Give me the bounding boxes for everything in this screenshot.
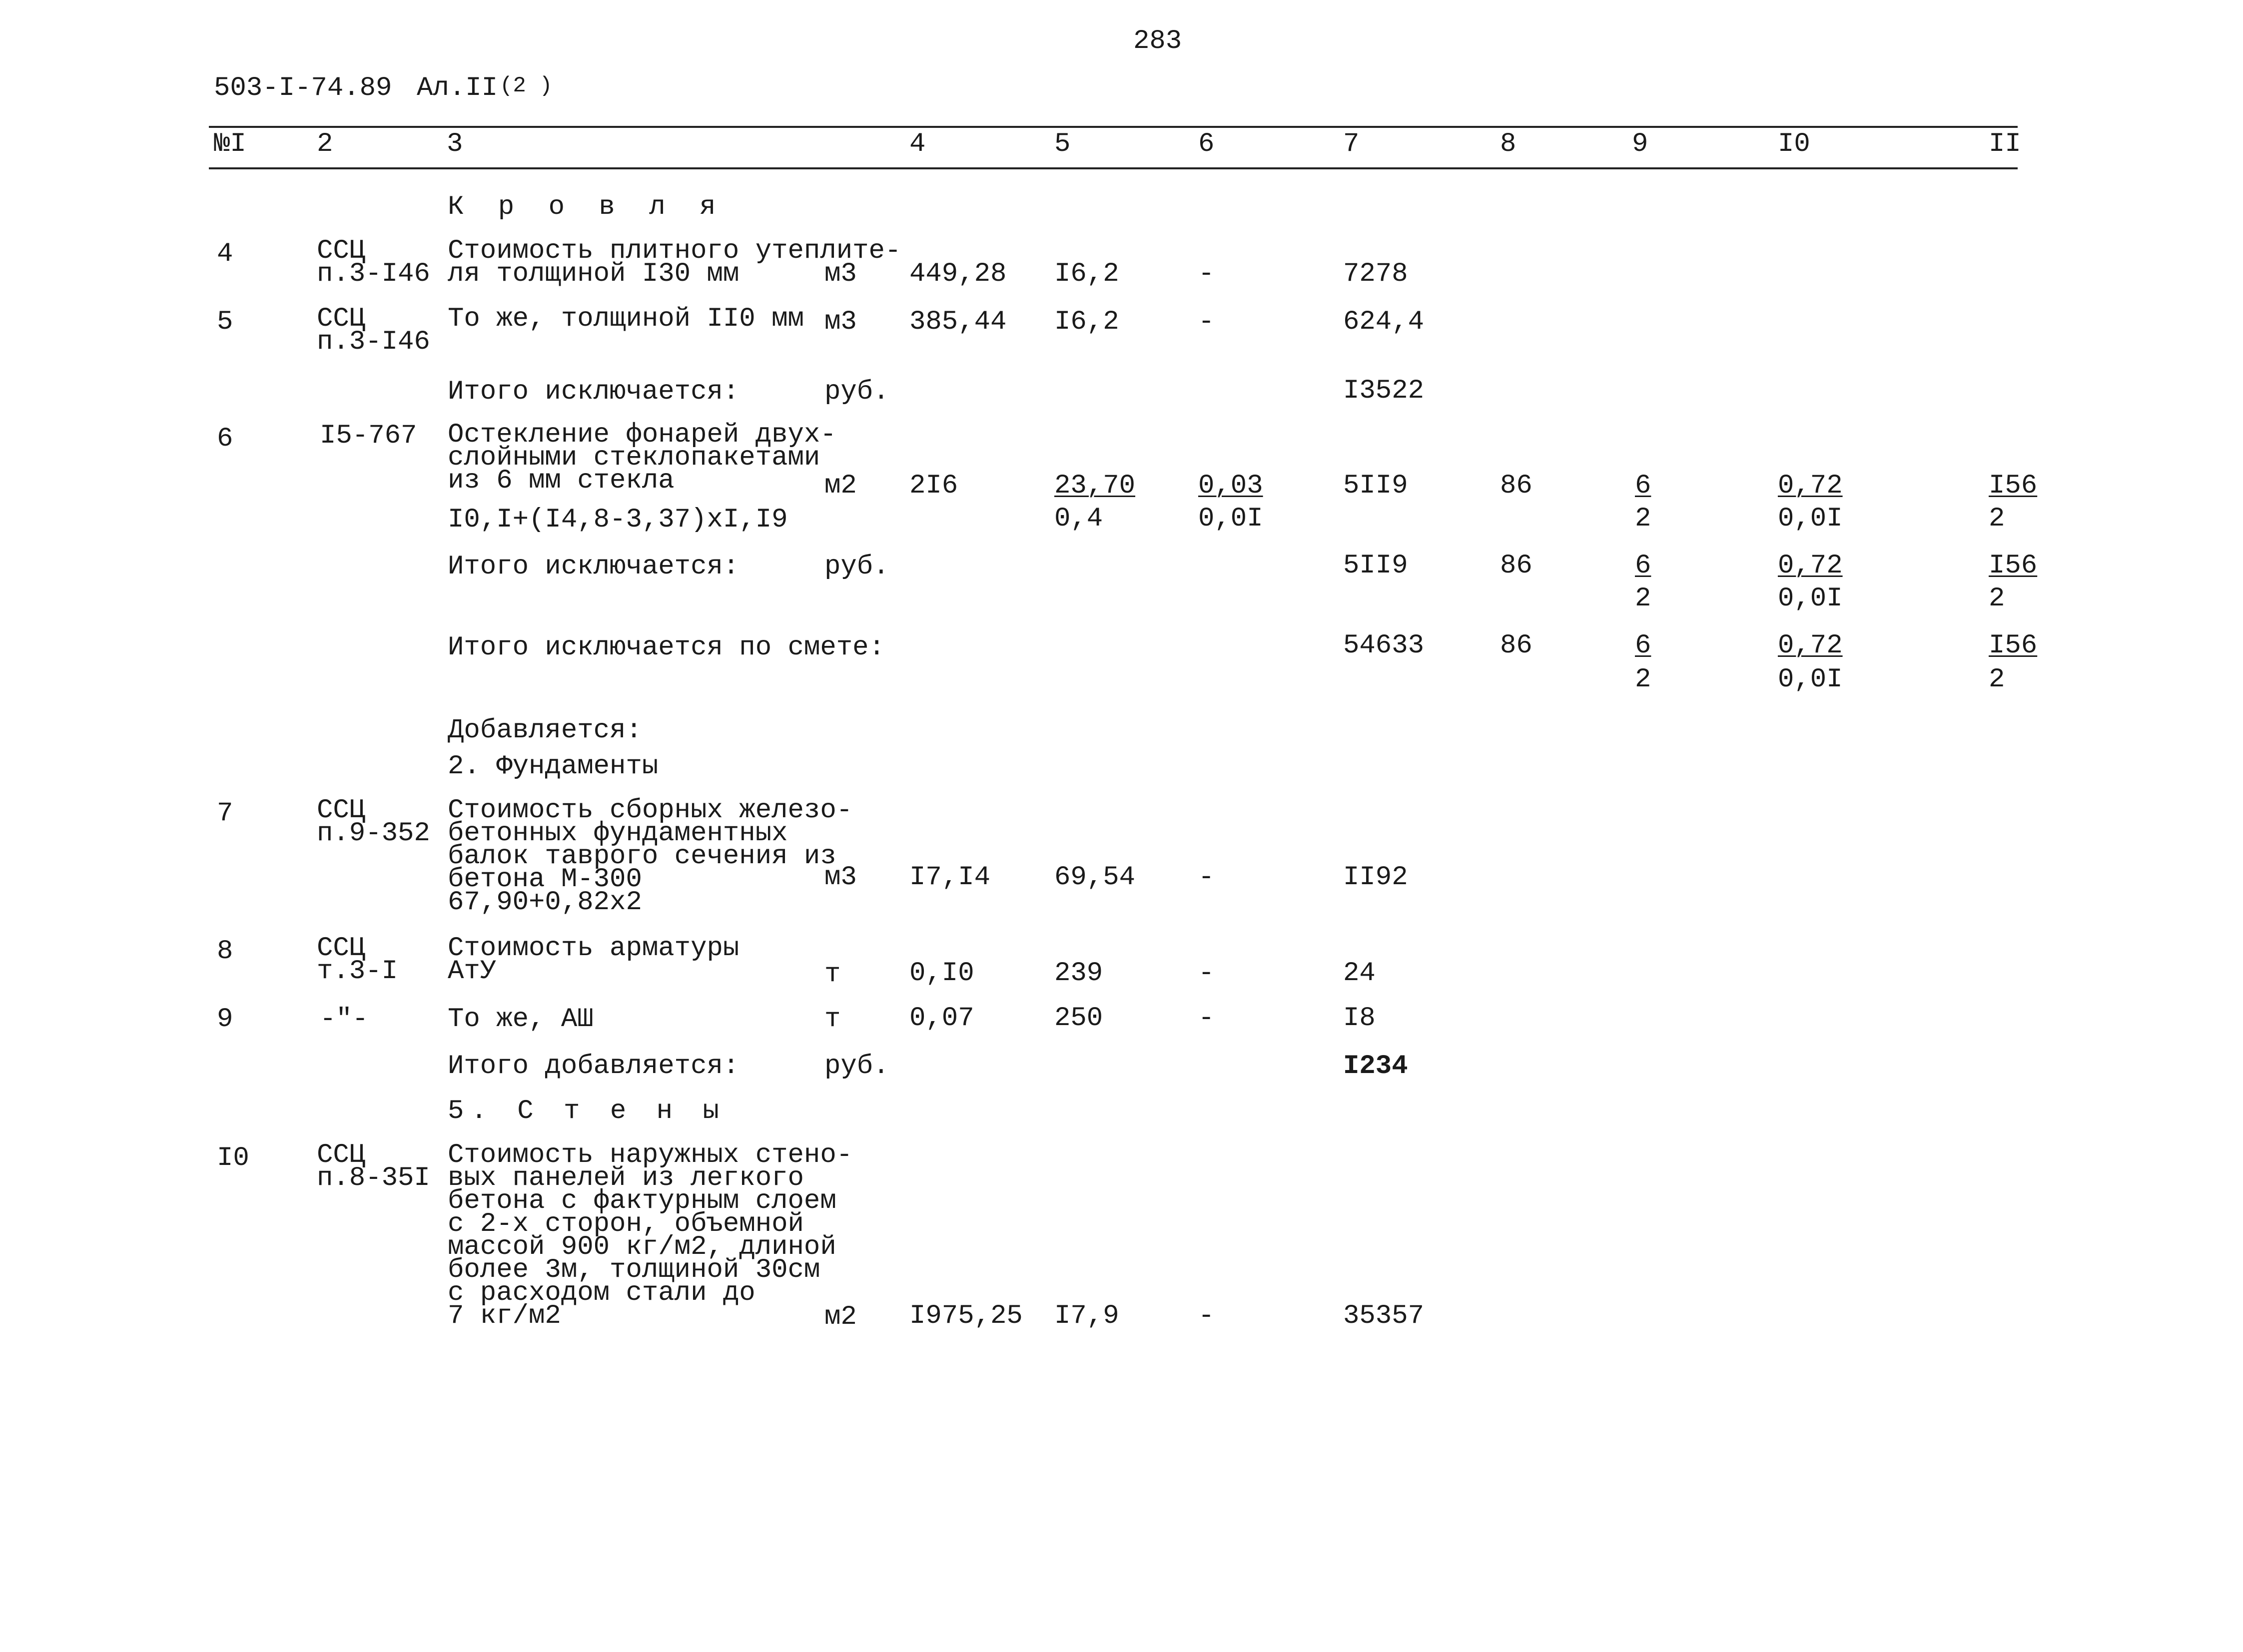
row-col6: - [1198, 862, 1215, 893]
row-total: 24 [1343, 958, 1376, 989]
row-quantity: 0,07 [909, 1003, 974, 1034]
row-unit: м3 [824, 307, 857, 337]
row-col6: - [1198, 1301, 1215, 1331]
column-header: 3 [447, 129, 463, 159]
subtotal-col9-bottom: 2 [1635, 583, 1651, 614]
subtotal-col9-top: 6 [1635, 551, 1651, 581]
row-unit: м2 [824, 1302, 857, 1332]
row-quantity: 385,44 [909, 307, 1007, 337]
row-code: ССЦ п.9-352 [317, 795, 430, 849]
subtotal-label: Итого исключается: [448, 377, 740, 407]
row-unit: т [824, 1004, 841, 1035]
row-number: I0 [217, 1143, 249, 1173]
row-code: ССЦ п.8-35I [317, 1140, 430, 1193]
row-col6: - [1198, 307, 1215, 337]
row-number: 4 [217, 239, 233, 269]
row-price: I7,9 [1054, 1301, 1119, 1331]
row-number: 5 [217, 307, 233, 337]
column-header: 5 [1054, 129, 1071, 159]
row-unit: м3 [824, 259, 857, 289]
row-description: Стоимость наружных стено- вых панелей из легкого бетона с фактурным слоем с 2-х сторон, объемной массой 900 кг/м2, длиной более 3м, толщиной 30см с расходом стали до 7 кг/м2 [448, 1140, 853, 1331]
subtotal-unit: руб. [824, 377, 889, 407]
estimate-col10-top: 0,72 [1778, 630, 1843, 661]
subtotal-col10-top: 0,72 [1778, 551, 1843, 581]
row-description: То же, АШ [448, 1004, 594, 1035]
row-price-bottom: 0,4 [1054, 504, 1103, 534]
row-price-top: 23,70 [1054, 471, 1136, 501]
column-header: 2 [317, 129, 333, 159]
row-col6: - [1198, 259, 1215, 289]
row-total: II92 [1343, 862, 1408, 893]
row-col11-top: I56 [1989, 471, 2038, 501]
header-top-rule [209, 126, 2018, 128]
row-code: I5-767 [320, 421, 417, 451]
row-col6: - [1198, 1003, 1215, 1034]
estimate-col11-top: I56 [1989, 630, 2038, 661]
subtotal-col11-bottom: 2 [1989, 583, 2005, 614]
subtotal-col10-bottom: 0,0I [1778, 583, 1843, 614]
row-quantity: I7,I4 [909, 862, 991, 893]
row-code: ССЦ п.3-I46 [317, 236, 430, 289]
row-description: Стоимость сборных железо- бетонных фундаментных балок таврого сечения из бетона М-300 67,90+0,82x2 [448, 795, 853, 918]
row-price: 239 [1054, 958, 1103, 989]
row-quantity: 0,I0 [909, 958, 974, 989]
row-price: I6,2 [1054, 259, 1119, 289]
subtotal-total: I234 [1343, 1051, 1408, 1082]
row-description: Остекление фонарей двух- слойными стеклопакетами из 6 мм стекла [448, 420, 836, 496]
row-total: 35357 [1343, 1301, 1425, 1331]
estimate-col9-top: 6 [1635, 630, 1651, 661]
estimate-col9-bottom: 2 [1635, 664, 1651, 695]
section-title-walls: 5. С т е н ы [448, 1096, 726, 1126]
subtotal-label: Итого исключается: [448, 551, 740, 582]
row-description: Стоимость плитного утеплите- ля толщиной I30 мм [448, 236, 901, 289]
row-number: 8 [217, 936, 233, 967]
row-code: -"- [320, 1004, 369, 1035]
header-bottom-rule [209, 167, 2018, 169]
row-total: 7278 [1343, 259, 1408, 289]
estimate-col11-bottom: 2 [1989, 664, 2005, 695]
row-col11-bottom: 2 [1989, 504, 2005, 534]
row-price: 69,54 [1054, 862, 1136, 893]
row-col10-bottom: 0,0I [1778, 504, 1843, 534]
row-quantity: I975,25 [909, 1301, 1023, 1331]
row-quantity: 2I6 [909, 471, 958, 501]
subtotal-col8: 86 [1500, 551, 1532, 581]
row-description: Стоимость арматуры АтУ [448, 933, 740, 987]
column-header: II [1989, 129, 2021, 159]
subtotal-col11-top: I56 [1989, 551, 2038, 581]
sheet-note: (2 ) [500, 73, 553, 98]
subtotal-total: 5II9 [1343, 551, 1408, 581]
estimate-col10-bottom: 0,0I [1778, 664, 1843, 695]
column-header: I0 [1778, 129, 1810, 159]
document-code: 503-I-74.89 [214, 73, 392, 103]
section-title-foundations: 2. Фундаменты [448, 751, 659, 782]
subtotal-label: Итого добавляется: [448, 1051, 740, 1082]
row-number: 7 [217, 798, 233, 829]
column-header: 6 [1198, 129, 1215, 159]
row-col9-top: 6 [1635, 471, 1651, 501]
row-total: 624,4 [1343, 307, 1425, 337]
row-col6-bottom: 0,0I [1198, 504, 1263, 534]
estimate-total-label: Итого исключается по смете: [448, 632, 885, 663]
sheet-label: Ал.II [417, 73, 498, 103]
row-code: ССЦ п.3-I46 [317, 304, 430, 357]
page-number: 283 [1133, 26, 1182, 56]
added-heading: Добавляется: [448, 715, 642, 746]
row-col6: - [1198, 958, 1215, 989]
row-formula: I0,I+(I4,8-3,37)xI,I9 [448, 505, 788, 535]
row-price: I6,2 [1054, 307, 1119, 337]
column-header: 9 [1632, 129, 1648, 159]
row-col9-bottom: 2 [1635, 504, 1651, 534]
subtotal-total: I3522 [1343, 376, 1425, 406]
column-header: 8 [1500, 129, 1516, 159]
row-col8: 86 [1500, 471, 1532, 501]
section-title-roof: К р о в л я [448, 192, 725, 222]
row-price: 250 [1054, 1003, 1103, 1034]
row-unit: т [824, 959, 841, 990]
row-total: 5II9 [1343, 471, 1408, 501]
row-description: То же, толщиной II0 мм [448, 304, 804, 334]
row-quantity: 449,28 [909, 259, 1007, 289]
row-total: I8 [1343, 1003, 1376, 1034]
column-header: 7 [1343, 129, 1360, 159]
row-unit: м3 [824, 862, 857, 893]
row-col10-top: 0,72 [1778, 471, 1843, 501]
subtotal-unit: руб. [824, 551, 889, 582]
row-unit: м2 [824, 471, 857, 501]
row-code: ССЦ т.3-I [317, 933, 398, 987]
column-header: №I [214, 129, 246, 159]
row-number: 6 [217, 424, 233, 454]
subtotal-unit: руб. [824, 1051, 889, 1082]
column-header: 4 [909, 129, 926, 159]
row-number: 9 [217, 1004, 233, 1035]
row-col6-top: 0,03 [1198, 471, 1263, 501]
estimate-col8: 86 [1500, 630, 1532, 661]
estimate-total: 54633 [1343, 630, 1425, 661]
